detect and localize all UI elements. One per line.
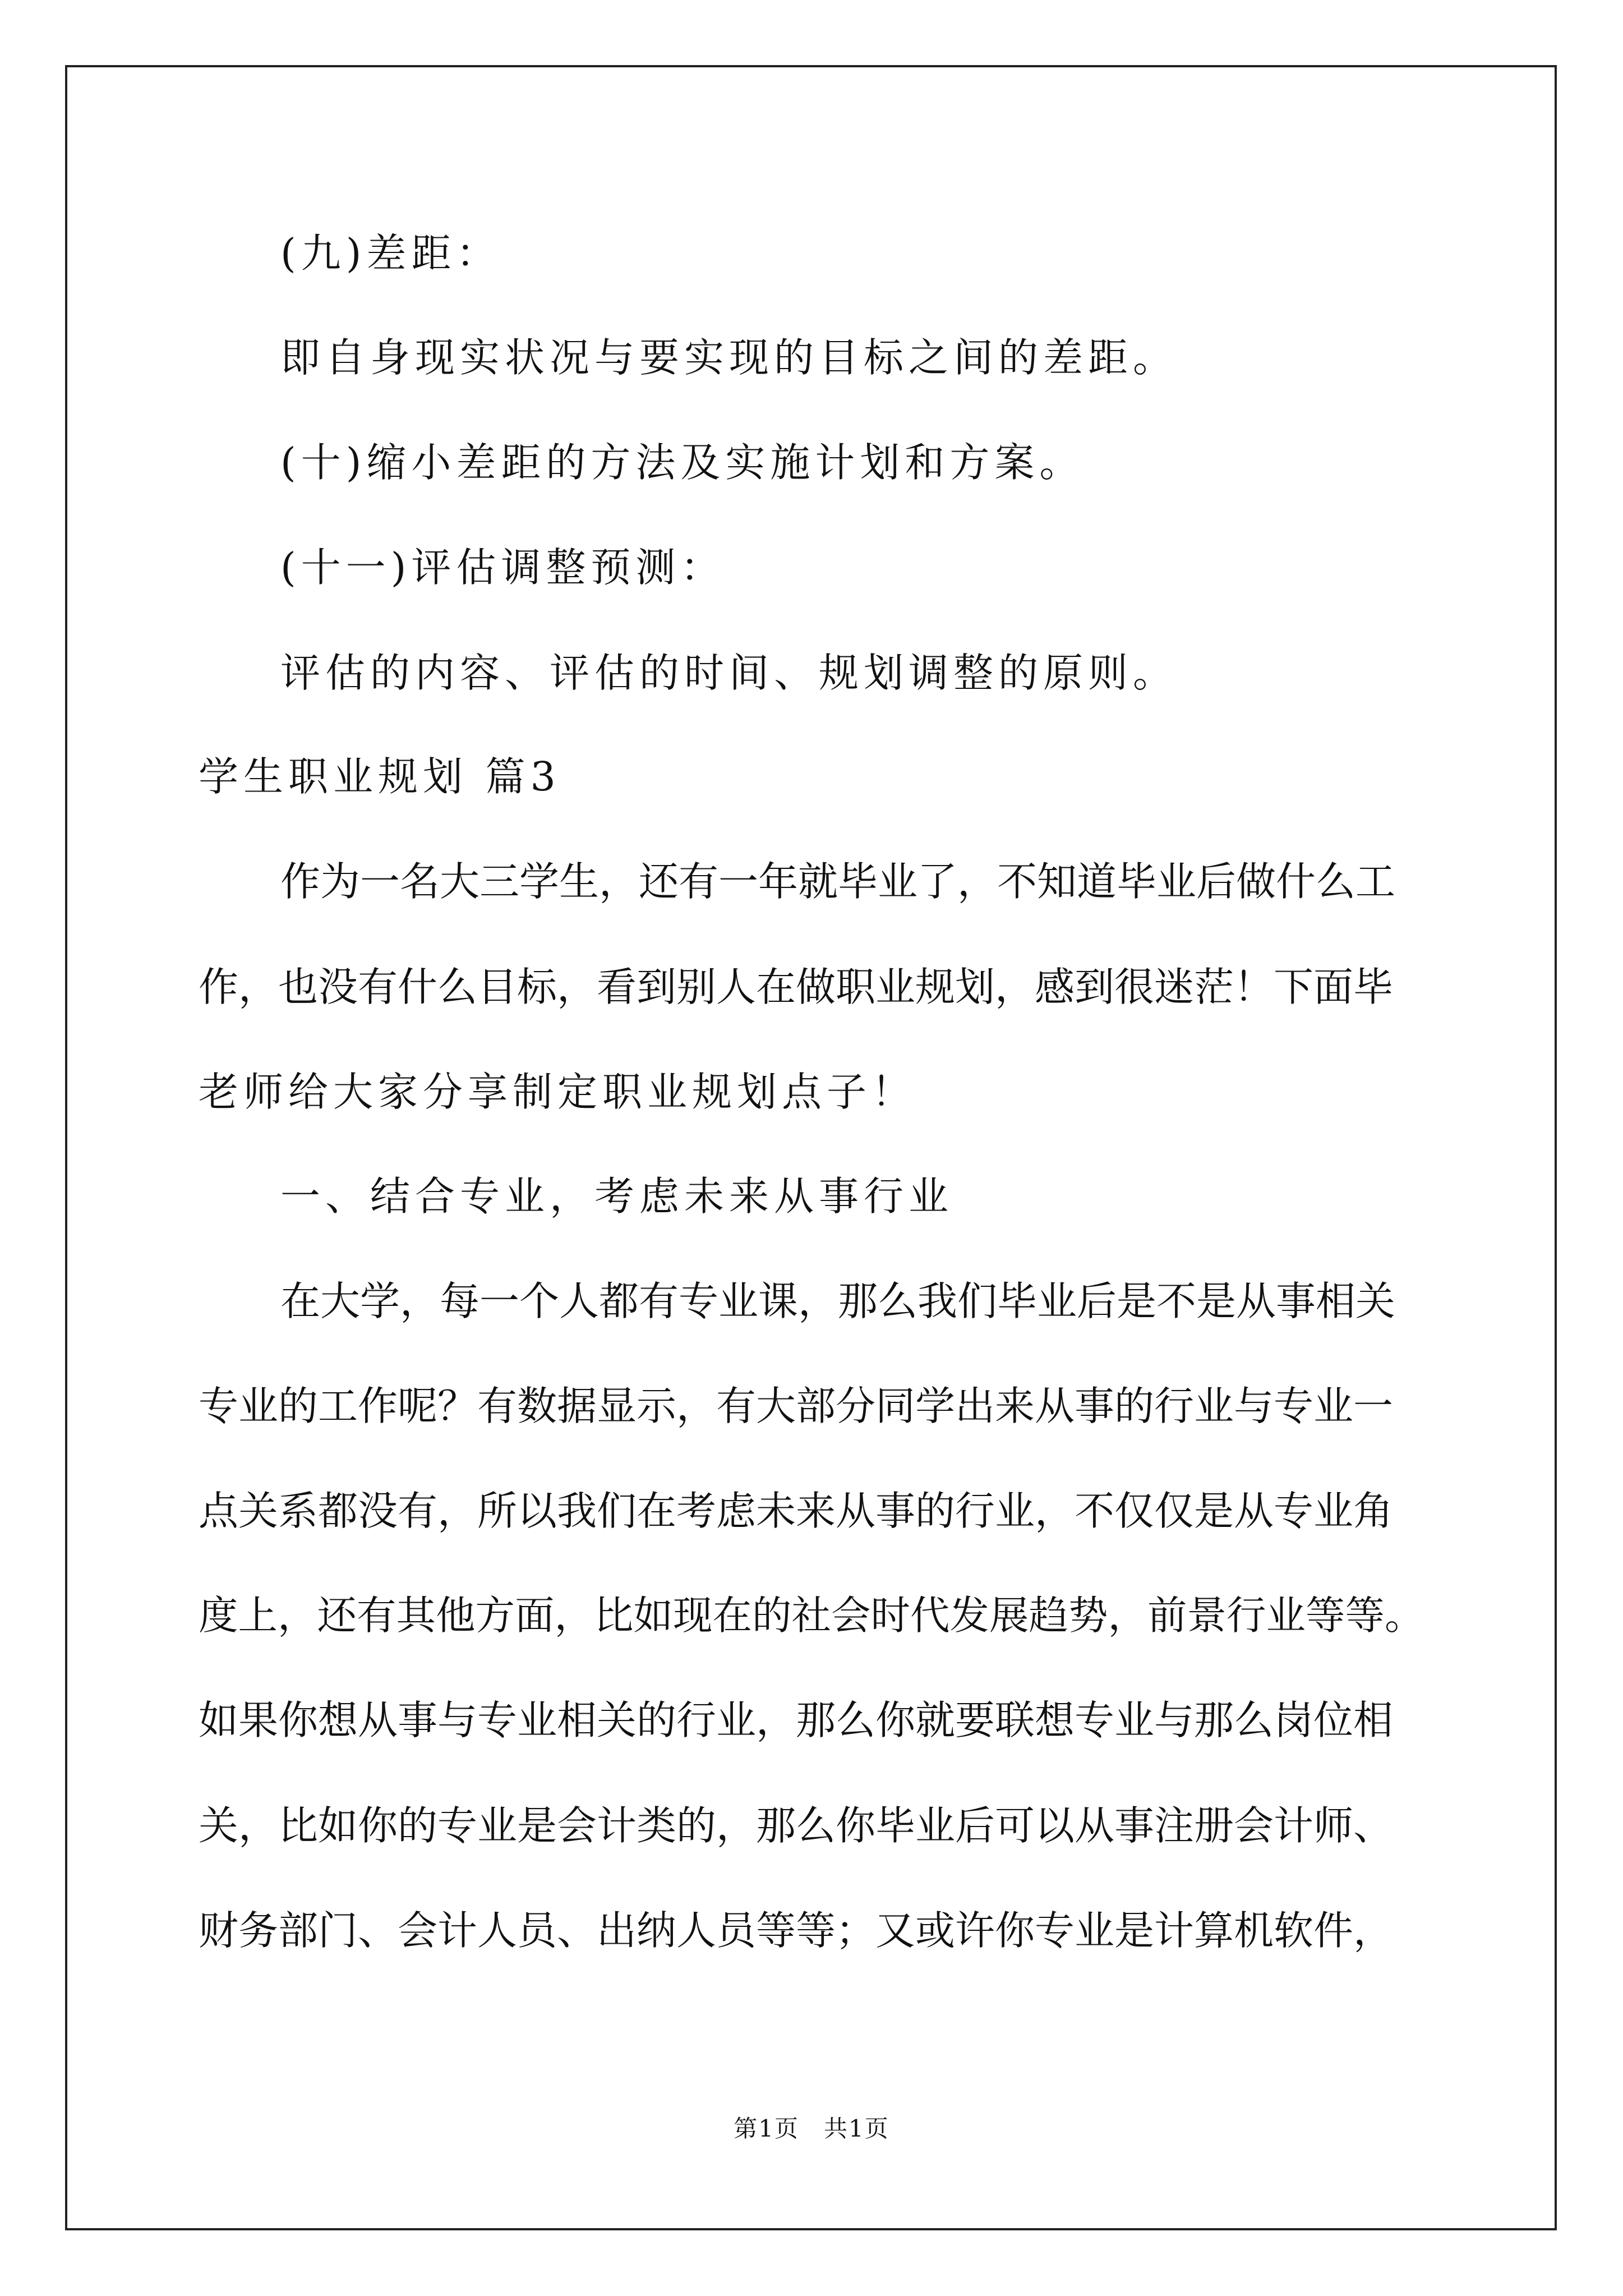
text-line-4: (十一)评估调整预测：	[280, 544, 726, 591]
text-line-5: 评估的内容、评估的时间、规划调整的原则。	[280, 650, 1178, 696]
text-line-9: 老师给大家分享制定职业规划点子！	[199, 1069, 917, 1115]
text-line-3: (十)缩小差距的方法及实施计划和方案。	[280, 439, 1085, 486]
text-line-7: 作为一名大三学生，还有一年就毕业了，不知道毕业后做什么工	[280, 858, 1396, 905]
text-line-1: (九)差距：	[280, 230, 501, 277]
text-line-8: 作，也没有什么目标，看到别人在做职业规划，感到很迷茫！下面毕	[199, 964, 1394, 1010]
text-line-14: 度上，还有其他方面，比如现在的社会时代发展趋势，前景行业等等。	[199, 1593, 1424, 1639]
text-line-11: 在大学，每一个人都有专业课，那么我们毕业后是不是从事相关	[280, 1278, 1396, 1324]
subheading: 一、结合专业，考虑未来从事行业	[280, 1173, 954, 1220]
text-line-2: 即自身现实状况与要实现的目标之间的差距。	[280, 334, 1178, 381]
text-line-15: 如果你想从事与专业相关的行业，那么你就要联想专业与那么岗位相	[199, 1697, 1394, 1743]
text-line-12: 专业的工作呢？有数据显示，有大部分同学出来从事的行业与专业一	[199, 1383, 1394, 1429]
text-line-17: 财务部门、会计人员、出纳人员等等；又或许你专业是计算机软件，	[199, 1907, 1394, 1954]
text-line-16: 关，比如你的专业是会计类的，那么你毕业后可以从事注册会计师、	[199, 1802, 1394, 1849]
page-number-footer: 第1页 共1页	[734, 2115, 889, 2142]
section-heading: 学生职业规划 篇3	[199, 753, 561, 800]
text-line-13: 点关系都没有，所以我们在考虑未来从事的行业，不仅仅是从专业角	[199, 1488, 1394, 1534]
